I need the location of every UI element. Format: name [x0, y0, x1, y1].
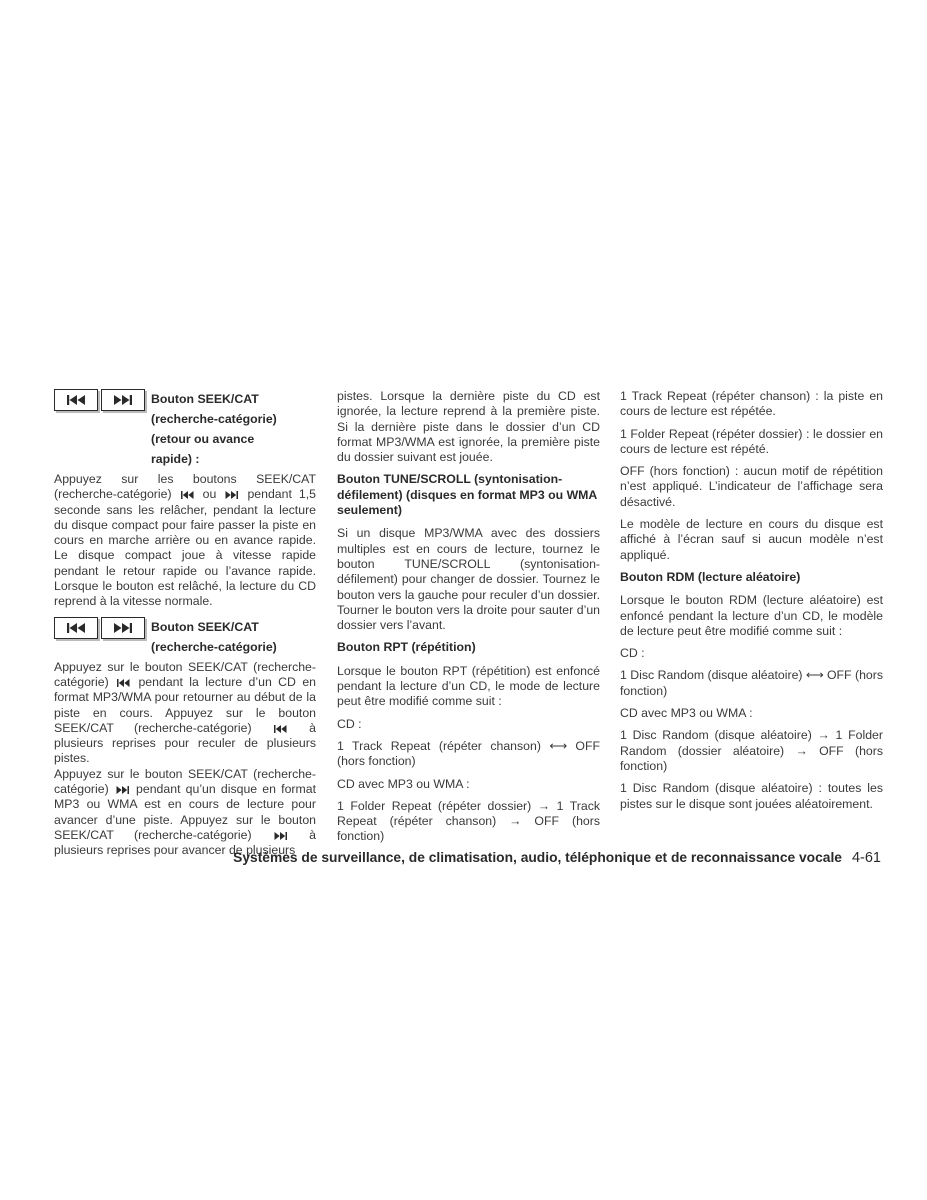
footer-chapter-title: Systèmes de surveillance, de climatisation, audio, téléphonique et de reconnaissance vocale [233, 850, 842, 865]
paragraph: 1 Folder Repeat (répéter dossier) → 1 Track Repeat (répéter chanson) → OFF (hors fonction) [337, 798, 600, 844]
section-heading: Bouton SEEK/CAT (recherche-catégorie) (retour ou avance rapide) : [151, 392, 277, 466]
seek-buttons-illustration [54, 617, 145, 639]
paragraph: CD avec MP3 ou WMA : [337, 776, 470, 791]
paragraph: CD : [620, 646, 645, 661]
skip-back-icon [180, 490, 195, 500]
skip-back-icon [116, 678, 131, 688]
paragraph: pistes. Lorsque la dernière piste du CD est ignorée, la lecture reprend à la première piste. Si la dernière piste dans le dossier d’un CD format MP3/WMA est ignorée, la première piste du dossier suivant est jouée. [337, 389, 600, 465]
paragraph: 1 Disc Random (disque aléatoire) : toutes les pistes sur le disque sont jouées aléatoirement. [620, 781, 883, 811]
skip-back-icon [54, 389, 98, 411]
paragraph: CD : [337, 716, 362, 731]
skip-forward-icon [101, 617, 145, 639]
paragraph: OFF (hors fonction) : aucun motif de répétition n’est appliqué. L’indicateur de l’affichage sera désactivé. [620, 464, 883, 509]
seek-cat-heading-block [54, 389, 316, 469]
skip-forward-icon [101, 389, 145, 411]
skip-back-icon [54, 617, 98, 639]
column-right [620, 389, 883, 819]
paragraph: Lorsque le bouton RDM (lecture aléatoire) est enfoncé pendant la lecture d’un CD, le modèle de lecture peut être modifié comme suit : [620, 593, 883, 638]
paragraph: Le modèle de lecture en cours du disque est affiché à l’écran sauf si aucun modèle n’est appliqué. [620, 517, 883, 562]
skip-back-icon [273, 724, 288, 734]
section-heading: Bouton RDM (lecture aléatoire) [620, 569, 801, 584]
section-heading: Bouton TUNE/SCROLL (syntonisation-défilement) (disques en format MP3 ou WMA seulement) [337, 472, 597, 518]
paragraph: 1 Folder Repeat (répéter dossier) : le dossier en cours de lecture est répété. [620, 426, 883, 456]
paragraph: Lorsque le bouton RPT (répétition) est enfoncé pendant la lecture d’un CD, le mode de lecture peut être modifié comme suit : [337, 663, 600, 709]
paragraph: 1 Disc Random (disque aléatoire) → 1 Folder Random (dossier aléatoire) → OFF (hors fonction) [620, 728, 883, 773]
skip-forward-icon [224, 490, 239, 500]
paragraph: 1 Track Repeat (répéter chanson) : la piste en cours de lecture est répétée. [620, 389, 883, 419]
seek-buttons-illustration [54, 389, 145, 411]
paragraph: 1 Track Repeat (répéter chanson) ⟷ OFF (hors fonction) [337, 738, 600, 769]
paragraph: Appuyez sur le bouton SEEK/CAT (recherche-catégorie) pendant qu’un disque en format MP3 ou WMA est en cours de lecture pour avancer d’une piste. Appuyez sur le bouton SEEK/CAT (recherche-catégorie) à plusieurs reprises pour avancer de plusieurs [54, 766, 317, 858]
column-middle [337, 389, 600, 852]
skip-forward-icon [115, 785, 130, 795]
paragraph: Appuyez sur les boutons SEEK/CAT (recherche-catégorie) ou pendant 1,5 seconde sans les relâcher, pendant la lecture du disque compact pour faire passer la piste en cours en marche arrière ou en avance rapide. Le disque compact joue à vitesse rapide pendant le retour rapide ou l’avance rapide. Lorsque le bouton est relâché, la lecture du CD reprend à la vitesse normale. [54, 472, 317, 609]
paragraph: Si un disque MP3/WMA avec des dossiers multiples est en cours de lecture, tournez le bouton TUNE/SCROLL (syntonisation-défilement) pour changer de dossier. Tournez le bouton vers la gauche pour reculer d’un dossier. Tourner le bouton vers la droite pour sauter d’un dossier vers l’avant. [337, 526, 600, 633]
section-heading: Bouton SEEK/CAT (recherche-catégorie) [151, 619, 277, 654]
seek-cat-heading-block [54, 617, 316, 657]
section-heading: Bouton RPT (répétition) [337, 640, 476, 655]
column-left [54, 389, 316, 859]
page-number: 4-61 [851, 850, 881, 866]
paragraph: CD avec MP3 ou WMA : [620, 706, 753, 721]
skip-forward-icon [273, 831, 288, 841]
paragraph: Appuyez sur le bouton SEEK/CAT (recherche-catégorie) pendant la lecture d’un CD en format MP3/WMA pour retourner au début de la piste en cours. Appuyez sur le bouton SEEK/CAT (recherche-catégorie) à plusieurs reprises pour reculer de plusieurs pistes. [54, 659, 317, 766]
page-footer [233, 850, 881, 866]
paragraph: 1 Disc Random (disque aléatoire) ⟷ OFF (hors fonction) [620, 668, 883, 698]
